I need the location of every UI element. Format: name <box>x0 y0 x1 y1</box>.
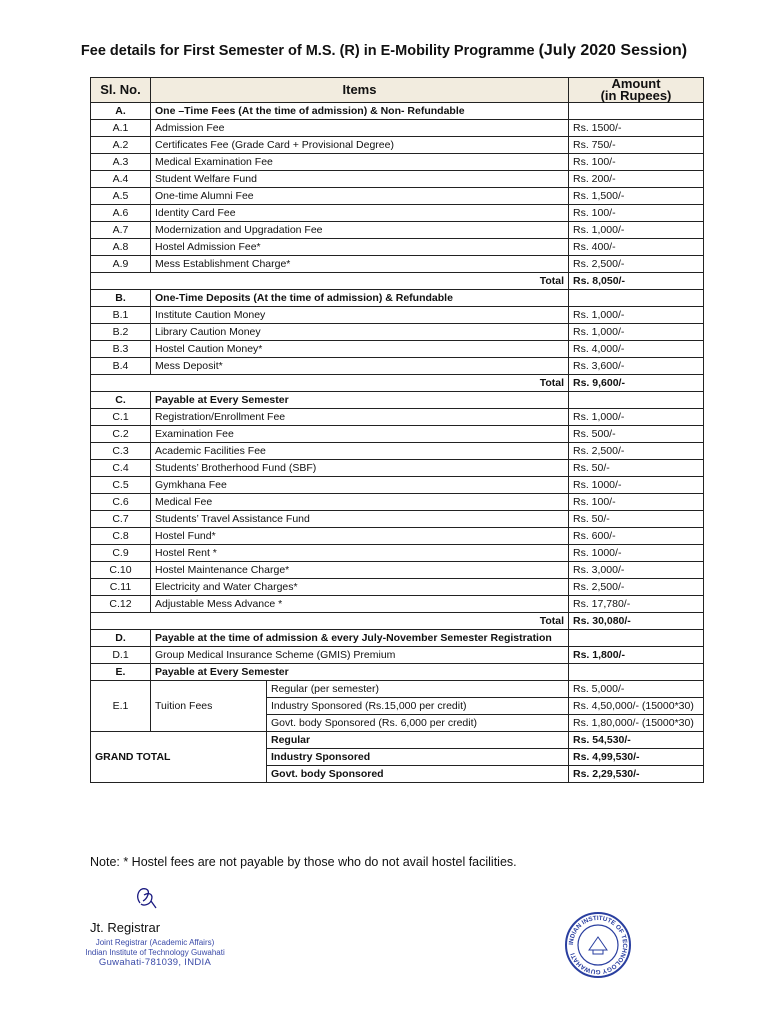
fee-row-number: A.6 <box>91 205 151 222</box>
section-heading-row <box>91 290 704 307</box>
section-total-row <box>91 375 704 392</box>
fee-row-number: A.8 <box>91 239 151 256</box>
section-heading: Payable at Every Semester <box>151 664 569 681</box>
grand-total-amount: Rs. 54,530/- <box>569 732 704 749</box>
section-code: C. <box>91 392 151 409</box>
fee-row <box>91 562 704 579</box>
section-code: A. <box>91 103 151 120</box>
title-main: Fee details for First Semester of M.S. (R) in E-Mobility Programme <box>80 43 535 59</box>
fee-row-number: C.4 <box>91 460 151 477</box>
fee-row <box>91 341 704 358</box>
section-total-label: Total <box>91 613 569 630</box>
fee-row-number: B.4 <box>91 358 151 375</box>
fee-row-amount: Rs. 100/- <box>569 205 704 222</box>
fee-row-item: Medical Examination Fee <box>151 154 569 171</box>
fee-row-number: B.2 <box>91 324 151 341</box>
fee-row <box>91 358 704 375</box>
fee-row-number: C.7 <box>91 511 151 528</box>
section-total-amount: Rs. 8,050/- <box>569 273 704 290</box>
fee-row-item: Institute Caution Money <box>151 307 569 324</box>
registrar-title: Jt. Registrar <box>90 920 161 935</box>
tuition-row <box>91 681 704 698</box>
section-heading-row <box>91 392 704 409</box>
fee-row-item: Students’ Brotherhood Fund (SBF) <box>151 460 569 477</box>
svg-text:INDIAN INSTITUTE OF TECHNOLOGY: INDIAN INSTITUTE OF TECHNOLOGY GUWAHATI <box>567 914 629 976</box>
fee-row-number: C.8 <box>91 528 151 545</box>
tuition-number: E.1 <box>91 681 151 732</box>
grand-total-amount: Rs. 2,29,530/- <box>569 766 704 783</box>
fee-row-number: C.11 <box>91 579 151 596</box>
fee-row-number: A.1 <box>91 120 151 137</box>
section-code: E. <box>91 664 151 681</box>
fee-row-item: Academic Facilities Fee <box>151 443 569 460</box>
fee-row <box>91 528 704 545</box>
header-row <box>91 78 704 103</box>
header-amount <box>569 78 704 103</box>
fee-row-amount: Rs. 1500/- <box>569 120 704 137</box>
header-slno: Sl. No. <box>91 78 151 103</box>
fee-row-item: Admission Fee <box>151 120 569 137</box>
section-code: B. <box>91 290 151 307</box>
fee-row-number: C.12 <box>91 596 151 613</box>
stamp-line-3: Guwahati-781039, INDIA <box>98 957 212 968</box>
title-session: (July 2020 Session) <box>538 42 688 59</box>
fee-row-number: B.3 <box>91 341 151 358</box>
fee-row <box>91 239 704 256</box>
section-heading-row <box>91 630 704 647</box>
stamp-line-1: Joint Registrar (Academic Affairs) <box>95 938 215 947</box>
fee-row-amount: Rs. 2,500/- <box>569 256 704 273</box>
fee-row-amount: Rs. 2,500/- <box>569 579 704 596</box>
section-total-label: Total <box>91 273 569 290</box>
fee-row-number: C.3 <box>91 443 151 460</box>
fee-row <box>91 426 704 443</box>
fee-row <box>91 545 704 562</box>
grand-total-category: Govt. body Sponsored <box>267 766 569 783</box>
section-total-label: Total <box>91 375 569 392</box>
section-total-row <box>91 273 704 290</box>
fee-row-amount: Rs. 1,000/- <box>569 324 704 341</box>
fee-row-item: Mess Deposit* <box>151 358 569 375</box>
grand-total-row <box>91 732 704 749</box>
section-heading: One –Time Fees (At the time of admission) & Non- Refundable <box>151 103 569 120</box>
tuition-category: Govt. body Sponsored (Rs. 6,000 per credit) <box>267 715 569 732</box>
fee-row-number: C.1 <box>91 409 151 426</box>
fee-table <box>90 77 704 783</box>
fee-row-item: Gymkhana Fee <box>151 477 569 494</box>
fee-row-item: Electricity and Water Charges* <box>151 579 569 596</box>
fee-row <box>91 307 704 324</box>
registrar-stamp <box>80 938 230 968</box>
fee-row <box>91 205 704 222</box>
fee-row-number: A.5 <box>91 188 151 205</box>
fee-row-item: Registration/Enrollment Fee <box>151 409 569 426</box>
section-heading-row <box>91 103 704 120</box>
fee-row-amount: Rs. 750/- <box>569 137 704 154</box>
fee-row-amount: Rs. 1,000/- <box>569 222 704 239</box>
fee-row <box>91 409 704 426</box>
section-heading: One-Time Deposits (At the time of admission) & Refundable <box>151 290 569 307</box>
fee-row-number: C.10 <box>91 562 151 579</box>
fee-row-amount: Rs. 3,600/- <box>569 358 704 375</box>
grand-total-label: GRAND TOTAL <box>91 732 267 783</box>
fee-row-item: Modernization and Upgradation Fee <box>151 222 569 239</box>
document-title <box>0 42 768 60</box>
fee-row-amount: Rs. 500/- <box>569 426 704 443</box>
hostel-note: Note: * Hostel fees are not payable by those who do not avail hostel facilities. <box>90 855 517 869</box>
fee-row-amount: Rs. 3,000/- <box>569 562 704 579</box>
section-total-row <box>91 613 704 630</box>
fee-row-number: D.1 <box>91 647 151 664</box>
fee-row-item: Medical Fee <box>151 494 569 511</box>
fee-row-amount: Rs. 2,500/- <box>569 443 704 460</box>
tuition-category: Industry Sponsored (Rs.15,000 per credit) <box>267 698 569 715</box>
fee-row-number: B.1 <box>91 307 151 324</box>
fee-row-item: Student Welfare Fund <box>151 171 569 188</box>
fee-row-number: A.3 <box>91 154 151 171</box>
fee-row-amount: Rs. 1000/- <box>569 477 704 494</box>
section-code: D. <box>91 630 151 647</box>
fee-row-amount: Rs. 600/- <box>569 528 704 545</box>
fee-row-number: C.6 <box>91 494 151 511</box>
section-heading: Payable at Every Semester <box>151 392 569 409</box>
fee-row-amount: Rs. 400/- <box>569 239 704 256</box>
section-heading: Payable at the time of admission & every July-November Semester Registration <box>151 630 569 647</box>
fee-row-amount: Rs. 17,780/- <box>569 596 704 613</box>
tuition-label: Tuition Fees <box>151 681 267 732</box>
fee-row <box>91 222 704 239</box>
fee-row <box>91 460 704 477</box>
fee-row <box>91 596 704 613</box>
fee-row-item: Adjustable Mess Advance * <box>151 596 569 613</box>
fee-row-item: One-time Alumni Fee <box>151 188 569 205</box>
fee-row <box>91 647 704 664</box>
fee-row <box>91 443 704 460</box>
fee-row-number: C.2 <box>91 426 151 443</box>
section-amount-blank <box>569 103 704 120</box>
fee-row <box>91 256 704 273</box>
fee-row-amount: Rs. 50/- <box>569 460 704 477</box>
fee-row <box>91 120 704 137</box>
fee-row <box>91 137 704 154</box>
fee-row <box>91 579 704 596</box>
section-heading-row <box>91 664 704 681</box>
fee-row-number: A.7 <box>91 222 151 239</box>
fee-row-amount: Rs. 1,000/- <box>569 307 704 324</box>
grand-total-category: Industry Sponsored <box>267 749 569 766</box>
fee-row-amount: Rs. 100/- <box>569 154 704 171</box>
section-total-amount: Rs. 30,080/- <box>569 613 704 630</box>
tuition-category: Regular (per semester) <box>267 681 569 698</box>
section-total-amount: Rs. 9,600/- <box>569 375 704 392</box>
signature-image <box>132 883 162 911</box>
fee-row-item: Identity Card Fee <box>151 205 569 222</box>
tuition-amount: Rs. 4,50,000/- (15000*30) <box>569 698 704 715</box>
fee-row-amount: Rs. 100/- <box>569 494 704 511</box>
fee-row-amount: Rs. 1000/- <box>569 545 704 562</box>
fee-row <box>91 171 704 188</box>
fee-row-item: Examination Fee <box>151 426 569 443</box>
fee-row-item: Hostel Admission Fee* <box>151 239 569 256</box>
fee-row-item: Certificates Fee (Grade Card + Provisional Degree) <box>151 137 569 154</box>
tuition-amount: Rs. 1,80,000/- (15000*30) <box>569 715 704 732</box>
tuition-amount: Rs. 5,000/- <box>569 681 704 698</box>
fee-row-number: A.4 <box>91 171 151 188</box>
fee-row-item: Mess Establishment Charge* <box>151 256 569 273</box>
fee-row-amount: Rs. 4,000/- <box>569 341 704 358</box>
fee-row <box>91 477 704 494</box>
fee-row <box>91 511 704 528</box>
section-amount-blank <box>569 664 704 681</box>
stamp-line-2: Indian Institute of Technology Guwahati <box>85 948 225 957</box>
fee-row-item: Group Medical Insurance Scheme (GMIS) Premium <box>151 647 569 664</box>
fee-row-item: Hostel Maintenance Charge* <box>151 562 569 579</box>
fee-row-amount: Rs. 1,800/- <box>569 647 704 664</box>
fee-row-number: A.2 <box>91 137 151 154</box>
fee-row-amount: Rs. 1,500/- <box>569 188 704 205</box>
header-items: Items <box>151 78 569 103</box>
fee-row-number: A.9 <box>91 256 151 273</box>
institute-seal <box>563 910 633 980</box>
fee-row <box>91 154 704 171</box>
fee-row-number: C.9 <box>91 545 151 562</box>
section-amount-blank <box>569 392 704 409</box>
fee-row-amount: Rs. 200/- <box>569 171 704 188</box>
fee-row-amount: Rs. 1,000/- <box>569 409 704 426</box>
fee-row-item: Hostel Fund* <box>151 528 569 545</box>
fee-row-number: C.5 <box>91 477 151 494</box>
header-amount-line2: (in Rupees) <box>600 88 672 103</box>
section-amount-blank <box>569 290 704 307</box>
fee-row-item: Students’ Travel Assistance Fund <box>151 511 569 528</box>
fee-table-body <box>91 103 704 783</box>
header-amount-line1: Amount <box>611 76 661 91</box>
fee-row-item: Hostel Rent * <box>151 545 569 562</box>
fee-row-amount: Rs. 50/- <box>569 511 704 528</box>
fee-row-item: Hostel Caution Money* <box>151 341 569 358</box>
grand-total-category: Regular <box>267 732 569 749</box>
fee-row-item: Library Caution Money <box>151 324 569 341</box>
fee-row <box>91 324 704 341</box>
section-amount-blank <box>569 630 704 647</box>
grand-total-amount: Rs. 4,99,530/- <box>569 749 704 766</box>
fee-row <box>91 494 704 511</box>
fee-row <box>91 188 704 205</box>
